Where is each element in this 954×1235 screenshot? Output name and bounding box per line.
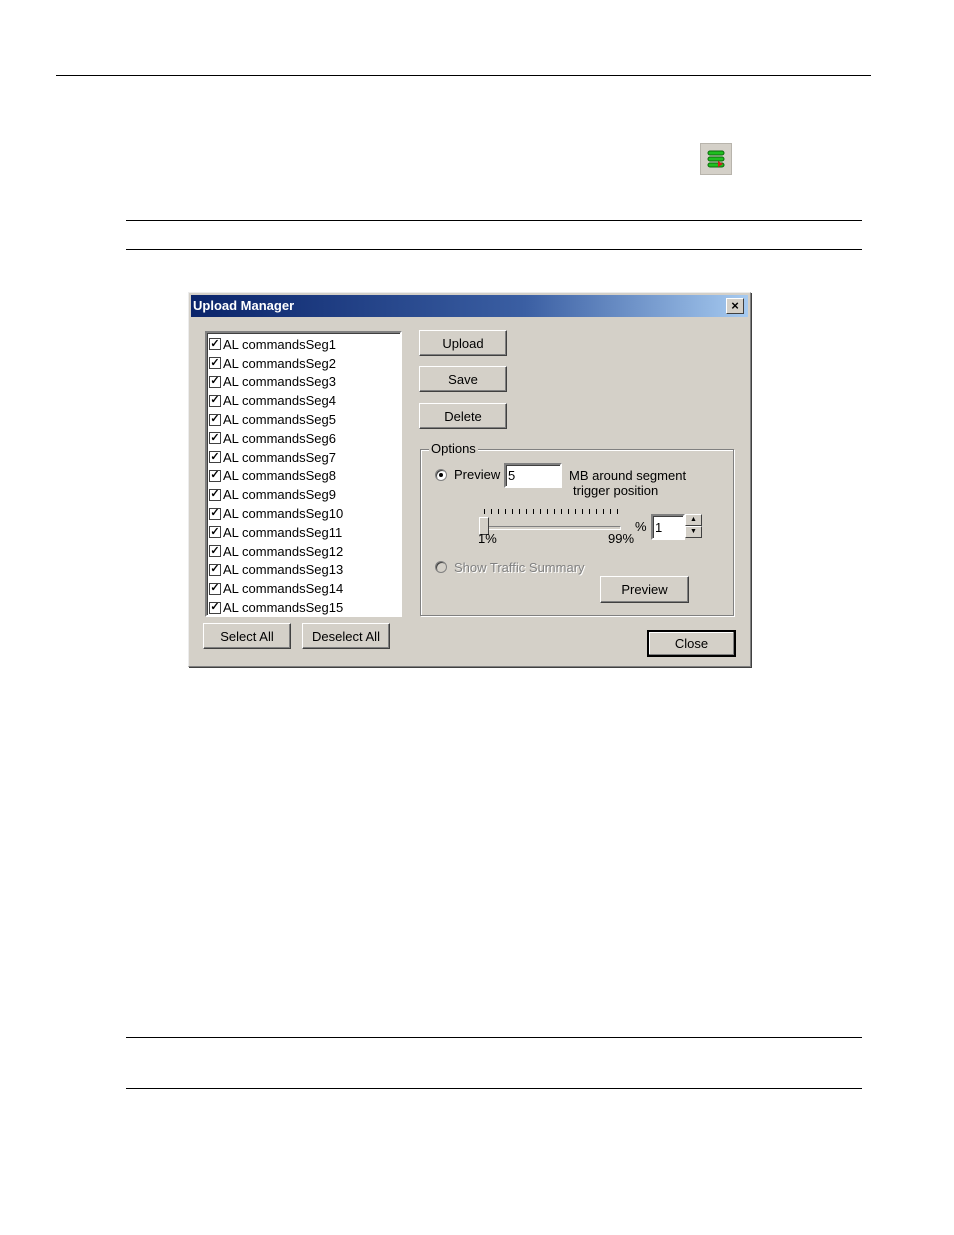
segment-list-item[interactable] — [207, 598, 400, 617]
trigger-position-slider[interactable] — [481, 526, 621, 530]
spin-down-icon[interactable]: ▼ — [685, 526, 702, 538]
segment-list-item[interactable] — [207, 542, 400, 561]
mb-around-segment-text: MB around segment — [569, 468, 687, 483]
segment-checkbox[interactable]: ✓ — [210, 394, 220, 407]
segment-list-item[interactable] — [207, 579, 400, 598]
save-button[interactable]: Save — [419, 366, 507, 392]
section-rule-bottom-2 — [126, 1088, 862, 1089]
segment-label: AL commandsSeg2 — [223, 355, 336, 371]
segment-label: AL commandsSeg6 — [223, 430, 336, 446]
percent-symbol: % — [635, 519, 647, 534]
segment-list-item[interactable] — [207, 467, 400, 486]
segment-list-item[interactable] — [207, 561, 400, 580]
segment-label: AL commandsSeg14 — [223, 581, 344, 597]
select-all-button[interactable]: Select All — [203, 623, 291, 649]
upload-button[interactable]: Upload — [419, 330, 507, 356]
deselect-all-button[interactable]: Deselect All — [302, 623, 390, 649]
segment-checkbox[interactable]: ✓ — [210, 507, 220, 520]
preview-radio[interactable] — [435, 469, 447, 481]
segment-label: AL commandsSeg9 — [223, 487, 336, 503]
segment-checkbox[interactable]: ✓ — [210, 544, 220, 557]
traffic-summary-label: Show Traffic Summary — [454, 560, 585, 575]
segment-label: AL commandsSeg11 — [223, 524, 343, 540]
segment-checkbox[interactable]: ✓ — [210, 563, 220, 576]
page-header-rule — [56, 75, 871, 76]
segment-checkbox[interactable]: ✓ — [210, 488, 220, 501]
trigger-position-text: trigger position — [573, 483, 659, 498]
percent-spinner[interactable] — [685, 514, 702, 540]
segment-list-item[interactable] — [207, 373, 400, 392]
segment-label: AL commandsSeg4 — [223, 393, 336, 409]
segment-checkbox[interactable]: ✓ — [210, 601, 220, 614]
segment-checkbox[interactable]: ✓ — [210, 337, 220, 350]
section-rule-bottom-1 — [126, 1037, 862, 1038]
segment-checkbox[interactable]: ✓ — [210, 431, 220, 444]
segment-label: AL commandsSeg1 — [223, 336, 336, 352]
segment-checkbox[interactable]: ✓ — [210, 450, 220, 463]
preview-radio-label: Preview — [454, 467, 501, 482]
segment-listbox[interactable] — [205, 331, 402, 617]
slider-ticks — [484, 509, 618, 514]
segment-list-item[interactable] — [207, 410, 400, 429]
segment-checkbox[interactable]: ✓ — [210, 582, 220, 595]
segment-label: AL commandsSeg3 — [223, 374, 336, 390]
slider-max-label: 99% — [608, 531, 635, 546]
segment-list-item[interactable] — [207, 429, 400, 448]
segment-label: AL commandsSeg10 — [223, 506, 344, 522]
section-rule-top-1 — [126, 220, 862, 221]
segment-checkbox[interactable]: ✓ — [210, 375, 220, 388]
segment-label: AL commandsSeg8 — [223, 468, 336, 484]
segment-checkbox[interactable]: ✓ — [210, 413, 220, 426]
segment-label: AL commandsSeg15 — [223, 600, 344, 616]
segment-list-item[interactable] — [207, 504, 400, 523]
segment-checkbox[interactable]: ✓ — [210, 469, 220, 482]
slider-min-label: 1% — [478, 531, 497, 546]
spin-up-icon[interactable]: ▲ — [685, 514, 702, 526]
close-icon[interactable]: × — [726, 298, 744, 314]
close-button[interactable]: Close — [647, 630, 736, 657]
upload-manager-dialog — [188, 292, 751, 667]
preview-button[interactable]: Preview — [600, 576, 689, 603]
segment-list-item[interactable] — [207, 485, 400, 504]
radio-dot-icon — [439, 473, 443, 477]
dialog-title: Upload Manager — [193, 298, 295, 313]
dialog-titlebar[interactable] — [191, 295, 748, 317]
stacked-segments-icon — [701, 144, 731, 174]
upload-manager-toolbar-icon — [700, 143, 732, 175]
section-rule-top-2 — [126, 249, 862, 250]
segment-list-item[interactable] — [207, 335, 400, 354]
delete-button[interactable]: Delete — [419, 403, 507, 429]
segment-list-item[interactable] — [207, 354, 400, 373]
segment-label: AL commandsSeg12 — [223, 543, 344, 559]
segment-checkbox[interactable]: ✓ — [210, 525, 220, 538]
segment-label: AL commandsSeg7 — [223, 449, 336, 465]
segment-checkbox[interactable]: ✓ — [210, 356, 220, 369]
segment-label: AL commandsSeg5 — [223, 412, 336, 428]
percent-value-input[interactable] — [651, 514, 685, 540]
preview-mb-input[interactable] — [504, 463, 562, 488]
options-group-label: Options — [431, 441, 476, 456]
segment-list-item[interactable] — [207, 391, 400, 410]
segment-list-item[interactable] — [207, 448, 400, 467]
segment-list-item[interactable] — [207, 523, 400, 542]
segment-label: AL commandsSeg13 — [223, 562, 344, 578]
traffic-summary-radio[interactable] — [435, 561, 447, 573]
